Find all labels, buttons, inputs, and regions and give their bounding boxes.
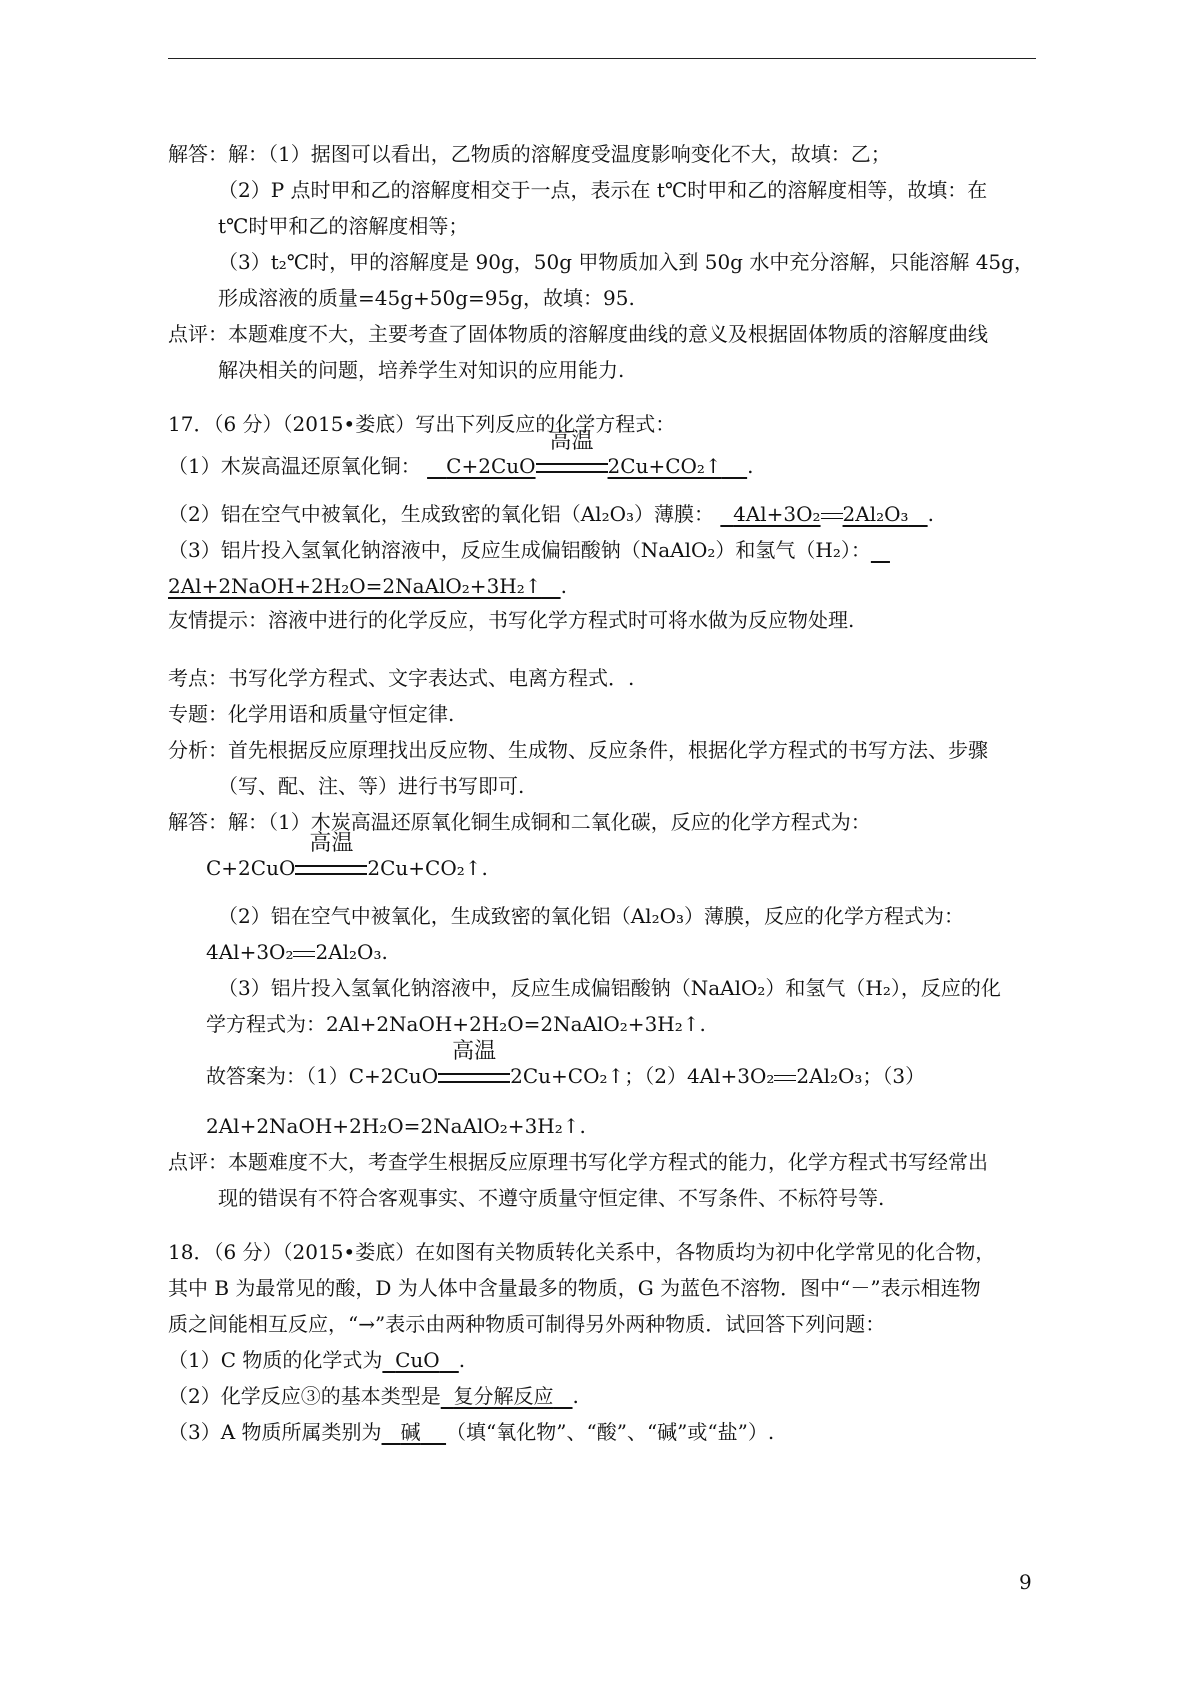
final-part-3: 2Al₂O₃；（3） [796,1064,926,1088]
q17-review-line-1: 点评：本题难度不大，考查学生根据反应原理书写化学方程式的能力，化学方程式书写经常出 [168,1150,988,1174]
condition-label: 高温 [309,831,354,856]
eq-rhs: 2Al₂O₃ [842,502,909,526]
q18-part-3-answer: 碱 [400,1420,421,1444]
q17-analysis-line-2: （写、配、注、等）进行书写即可. [218,774,525,798]
condition-label: 高温 [549,429,594,454]
eq-rhs: 2Cu+CO₂↑. [367,856,488,880]
q17-analysis-line-1: 分析：首先根据反应原理找出反应物、生成物、反应条件，根据化学方程式的书写方法、步骤 [168,738,988,762]
q17-part-3-prefix: （3）铝片投入氢氧化钠溶液中，反应生成偏铝酸钠（NaAlO₂）和氢气（H₂）： [168,538,871,562]
q16-review-line-2: 解决相关的问题，培养学生对知识的应用能力. [218,358,625,382]
q17-part-3-answer: 2Al+2NaOH+2H₂O=2NaAlO₂+3H₂↑ . [168,574,567,598]
condition-equals [438,1039,510,1090]
q18-title-line-3: 质之间能相互反应，“→”表示由两种物质可制得另外两种物质．试回答下列问题： [168,1312,886,1336]
q18-part-3-prefix: （3）A 物质所属类别为 [168,1420,382,1444]
q17-part-2-answer [720,502,927,526]
q17-part-2-prefix: （2）铝在空气中被氧化，生成致密的氧化铝（Al₂O₃）薄膜： [168,502,714,526]
q17-zhuanti: 专题：化学用语和质量守恒定律. [168,702,455,726]
q17-answer-line-2: （2）铝在空气中被氧化，生成致密的氧化铝（Al₂O₃）薄膜，反应的化学方程式为： [218,904,964,928]
q16-review-line-1: 点评：本题难度不大，主要考查了固体物质的溶解度曲线的意义及根据固体物质的溶解度曲线 [168,322,988,346]
eq-lhs: 4Al+3O₂ [733,502,821,526]
q17-part-1: （1）木炭高温还原氧化铜： C+2CuO 高温 2Cu+CO₂↑ . [168,429,754,478]
q17-answer-line-3: （3）铝片投入氢氧化钠溶液中，反应生成偏铝酸钠（NaAlO₂）和氢气（H₂），反应的化 [218,976,1001,1000]
q17-part-3-answer-text: 2Al+2NaOH+2H₂O=2NaAlO₂+3H₂↑ [168,574,542,598]
q17-answer-line-1: 解答：解：（1）木炭高温还原氧化铜生成铜和二氧化碳，反应的化学方程式为： [168,810,871,834]
condition-equals [295,831,367,882]
q17-answer-eq-1 [206,831,488,882]
q16-answer-line-4: （3）t₂℃时，甲的溶解度是 90g，50g 甲物质加入到 50g 水中充分溶解，只能溶解 45g， [218,250,1034,274]
q18-part-2-prefix: （2）化学反应③的基本类型是 [168,1384,441,1408]
q18-part-1: （1）C 物质的化学式为 CuO . [168,1348,466,1372]
eq-rhs: 2Al₂O₃. [315,940,388,964]
q18-part-1-answer: CuO [395,1348,440,1372]
q18-title-line-2: 其中 B 为最常见的酸，D 为人体中含量最多的物质，G 为蓝色不溶物．图中“－”表示相连物 [168,1276,981,1300]
final-part-2: 2Cu+CO₂↑；（2）4Al+3O₂ [510,1064,775,1088]
eq-lhs: 4Al+3O₂ [206,940,294,964]
q18-title-line-1: 18．（6 分）（2015•娄底）在如图有关物质转化关系中，各物质均为初中化学常见的化合物， [168,1240,996,1264]
final-part-1: 故答案为：（1）C+2CuO [206,1064,439,1088]
header-rule [168,58,1036,59]
q17-review-line-2: 现的错误有不符合客观事实、不遵守质量守恒定律、不写条件、不标符号等. [218,1186,885,1210]
q17-final-answer-line-1 [206,1039,926,1090]
q17-title: 17．（6 分）（2015•娄底）写出下列反应的化学方程式： [168,412,676,436]
q17-part-3 [168,536,890,564]
q17-final-answer-line-2: 2Al+2NaOH+2H₂O=2NaAlO₂+3H₂↑. [206,1114,586,1138]
q18-part-3 [168,1418,774,1446]
q16-answer-line-3: t℃时甲和乙的溶解度相等； [218,214,469,238]
q18-part-1-prefix: （1）C 物质的化学式为 [168,1348,383,1372]
q17-tip: 友情提示：溶液中进行的化学反应，书写化学方程式时可将水做为反应物处理. [168,608,855,632]
q17-part-1-prefix: （1）木炭高温还原氧化铜： [168,454,421,478]
q16-answer-line-1: 解答：解：（1）据图可以看出，乙物质的溶解度受温度影响变化不大，故填：乙； [168,142,891,166]
eq-rhs: 2Cu+CO₂↑ [607,454,722,478]
q16-answer-line-2: （2）P 点时甲和乙的溶解度相交于一点，表示在 t℃时甲和乙的溶解度相等，故填：在 [218,178,988,202]
condition-label: 高温 [452,1039,497,1064]
q18-part-3-suffix: （填“氧化物”、“酸”、“碱”或“盐”）. [446,1420,775,1444]
eq-lhs: C+2CuO [446,454,536,478]
q18-part-2-answer: 复分解反应 [453,1384,554,1408]
eq-lhs: C+2CuO [206,856,296,880]
q16-answer-line-5: 形成溶液的质量=45g+50g=95g，故填：95. [218,286,635,310]
page-number: 9 [1019,1570,1032,1594]
q17-part-2: （2）铝在空气中被氧化，生成致密的氧化铝（Al₂O₃）薄膜： 4Al+3O₂ 2Al₂O₃ . [168,502,934,526]
q17-answer-eq-2 [206,938,388,966]
condition-equals [536,429,608,480]
q18-part-2: （2）化学反应③的基本类型是 复分解反应 . [168,1384,579,1408]
q17-kaodian: 考点：书写化学方程式、文字表达式、电离方程式．. [168,666,635,690]
q17-answer-line-4: 学方程式为：2Al+2NaOH+2H₂O=2NaAlO₂+3H₂↑. [206,1012,706,1036]
